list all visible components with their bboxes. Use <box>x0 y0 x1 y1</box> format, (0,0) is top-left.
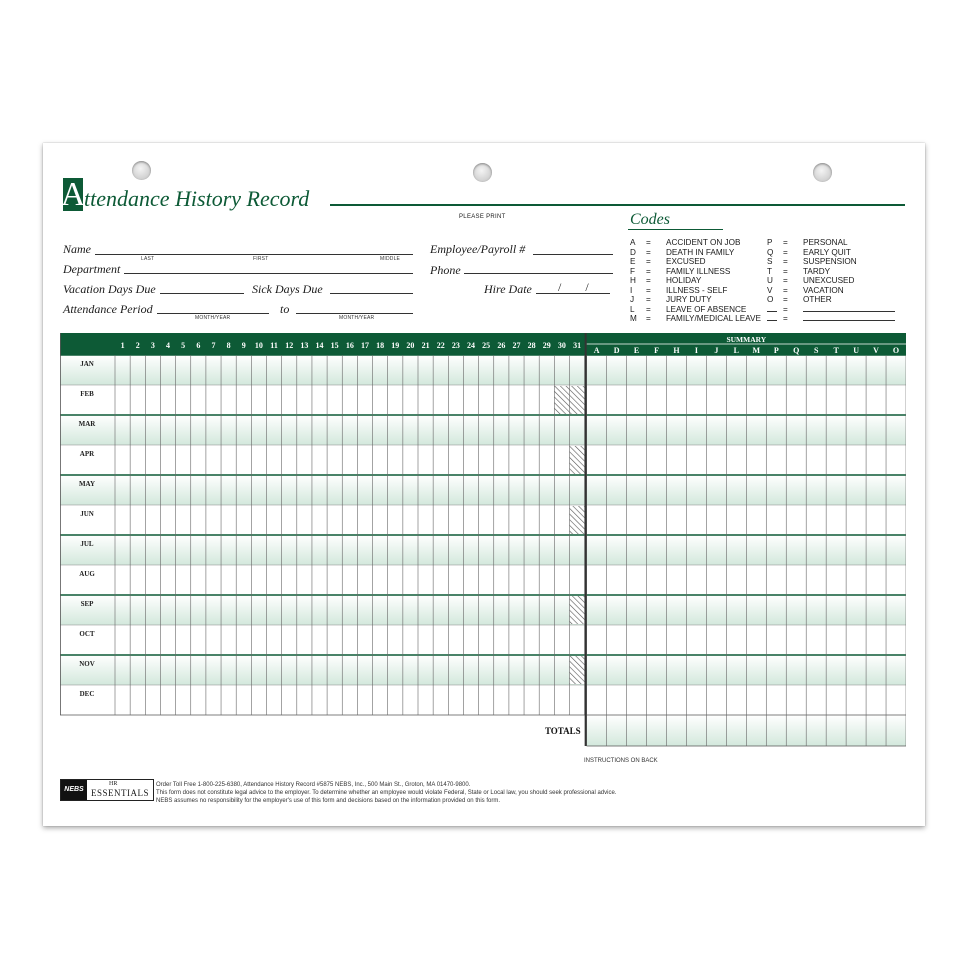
day-header-8: 8 <box>226 341 231 350</box>
code-label: PERSONAL <box>803 238 848 247</box>
code-letter: Q <box>767 247 774 257</box>
day-header-1: 1 <box>120 341 125 350</box>
codes-title: Codes <box>630 211 670 228</box>
code-equals: = <box>783 304 788 314</box>
day-header-4: 4 <box>166 341 171 350</box>
code-label: DEATH IN FAMILY <box>666 247 735 257</box>
code-letter: A <box>630 238 636 247</box>
code-letter: D <box>630 247 636 257</box>
day-header-6: 6 <box>196 341 201 350</box>
period-to-label: to <box>280 302 290 316</box>
summary-header-title: SUMMARY <box>726 335 767 344</box>
unavailable-day-feb-31 <box>570 386 585 414</box>
summary-header-l: L <box>733 346 740 355</box>
day-header-22: 22 <box>436 341 445 350</box>
phone-label: Phone <box>430 263 461 277</box>
day-header-5: 5 <box>181 341 186 350</box>
day-header-25: 25 <box>482 341 491 350</box>
code-letter: U <box>767 276 773 285</box>
day-header-13: 13 <box>300 341 309 350</box>
month-band-jul <box>60 535 906 565</box>
summary-header-q: Q <box>793 346 800 355</box>
day-header-14: 14 <box>315 341 324 350</box>
code-equals: = <box>783 276 788 285</box>
code-letter: E <box>630 257 636 266</box>
summary-header-p: P <box>773 346 779 355</box>
code-letter: P <box>767 238 773 247</box>
punch-hole-middle <box>473 163 492 182</box>
summary-header-i: I <box>694 346 698 355</box>
month-label-oct: OCT <box>79 630 95 638</box>
title-rule <box>330 204 905 206</box>
title-initial: A <box>60 176 86 213</box>
code-letter <box>767 320 777 321</box>
code-label <box>803 320 895 321</box>
day-header-20: 20 <box>406 341 415 350</box>
code-equals: = <box>646 304 651 314</box>
day-header-31: 31 <box>573 341 582 350</box>
period-end-sub: MONTH/YEAR <box>339 315 375 321</box>
day-header-15: 15 <box>330 341 339 350</box>
summary-header-f: F <box>654 346 659 355</box>
code-letter: S <box>767 257 773 266</box>
day-header-10: 10 <box>254 341 263 350</box>
summary-header-m: M <box>752 346 761 355</box>
day-header-9: 9 <box>241 341 246 350</box>
code-label: OTHER <box>803 295 832 304</box>
month-band-may <box>60 475 906 505</box>
day-header-17: 17 <box>360 341 369 350</box>
day-header-27: 27 <box>512 341 521 350</box>
code-equals: = <box>783 285 788 295</box>
footer-line-3: NEBS assumes no responsibility for the employer's use of this form and decisions based on the information provided on this form. <box>156 798 500 804</box>
period-label: Attendance Period <box>63 302 153 316</box>
unavailable-day-apr-31 <box>570 446 585 474</box>
month-label-jan: JAN <box>80 360 94 368</box>
attendance-grid <box>60 333 906 748</box>
name-sub-middle: MIDDLE <box>380 256 401 262</box>
day-header-30: 30 <box>557 341 566 350</box>
code-label: TARDY <box>803 266 831 276</box>
name-sub-last: LAST <box>141 256 155 262</box>
summary-header-j: J <box>714 346 719 355</box>
code-equals: = <box>646 238 651 247</box>
day-header-24: 24 <box>467 341 476 350</box>
code-letter: F <box>630 266 636 276</box>
sick-label: Sick Days Due <box>252 282 323 296</box>
code-label: VACATION <box>803 285 844 295</box>
code-label: FAMILY ILLNESS <box>666 266 731 276</box>
code-equals: = <box>646 266 651 276</box>
code-letter <box>767 311 777 312</box>
punch-hole-right <box>813 163 832 182</box>
nebs-logo <box>60 779 154 801</box>
code-equals: = <box>646 295 651 304</box>
code-label <box>803 311 895 312</box>
day-header-7: 7 <box>211 341 216 350</box>
code-label: EARLY QUIT <box>803 247 851 257</box>
code-letter: L <box>630 304 635 314</box>
please-print-note: PLEASE PRINT <box>459 214 506 220</box>
summary-header-e: E <box>633 346 640 355</box>
day-header-19: 19 <box>391 341 400 350</box>
logo-essentials-text: ESSENTIALS <box>91 788 150 798</box>
unavailable-day-feb-30 <box>554 386 569 414</box>
code-equals: = <box>646 257 651 266</box>
day-header-26: 26 <box>497 341 506 350</box>
month-label-feb: FEB <box>80 390 94 398</box>
period-end-field[interactable] <box>296 313 413 314</box>
code-equals: = <box>646 314 651 323</box>
month-band-sep <box>60 595 906 625</box>
period-start-sub: MONTH/YEAR <box>195 315 231 321</box>
codes-title-rule <box>628 229 723 230</box>
department-label: Department <box>63 262 121 276</box>
day-header-12: 12 <box>285 341 294 350</box>
month-label-dec: DEC <box>79 690 95 698</box>
name-sub-first: FIRST <box>253 256 269 262</box>
month-label-mar: MAR <box>78 420 96 428</box>
month-band-nov <box>60 655 906 685</box>
phone-field[interactable] <box>464 273 613 274</box>
code-letter: H <box>630 276 636 285</box>
hire-date-separators: / / <box>558 280 589 294</box>
summary-header-a: A <box>593 346 600 355</box>
code-equals: = <box>783 266 788 276</box>
code-label: EXCUSED <box>666 257 706 266</box>
code-label: ILLNESS - SELF <box>666 285 728 295</box>
code-label: FAMILY/MEDICAL LEAVE <box>666 314 761 323</box>
day-header-28: 28 <box>527 341 536 350</box>
summary-header-h: H <box>673 346 680 355</box>
code-equals: = <box>783 257 788 266</box>
vacation-label: Vacation Days Due <box>63 282 156 296</box>
summary-header-d: D <box>613 346 620 355</box>
day-header-11: 11 <box>270 341 278 350</box>
month-label-aug: AUG <box>79 570 95 578</box>
code-equals: = <box>646 285 651 295</box>
day-header-16: 16 <box>345 341 354 350</box>
code-label: SUSPENSION <box>803 257 857 266</box>
code-equals: = <box>646 276 651 285</box>
code-equals: = <box>783 238 788 247</box>
code-label: ACCIDENT ON JOB <box>666 238 741 247</box>
summary-header-s: S <box>813 346 819 355</box>
footer-line-2: This form does not constitute legal advice to the employer. To determine whether an employee would violate Federal, State or Local law, you should seek professional advice. <box>156 790 617 796</box>
code-letter: O <box>767 295 774 304</box>
name-label: Name <box>63 242 91 256</box>
period-start-field[interactable] <box>157 313 269 314</box>
logo-hr-text: HR <box>109 781 118 787</box>
employee-label: Employee/Payroll # <box>430 242 526 256</box>
code-letter: J <box>630 295 635 304</box>
form-title <box>60 173 310 213</box>
month-label-jun: JUN <box>80 510 94 518</box>
month-label-nov: NOV <box>79 660 95 668</box>
code-equals: = <box>783 314 788 323</box>
vacation-field[interactable] <box>160 293 244 294</box>
unavailable-day-sep-31 <box>570 596 585 624</box>
code-letter: M <box>630 314 637 323</box>
employee-field[interactable] <box>533 254 613 255</box>
totals-label: TOTALS <box>544 726 581 736</box>
attendance-form-sheet <box>43 143 925 826</box>
logo-nebs-text: NEBS <box>61 780 87 800</box>
summary-header-u: U <box>853 346 859 355</box>
code-label: LEAVE OF ABSENCE <box>666 304 747 314</box>
title-text: ttendance History Record <box>84 186 310 211</box>
code-equals: = <box>783 295 788 304</box>
summary-header-o: O <box>892 346 900 355</box>
month-label-apr: APR <box>79 450 95 458</box>
month-band-mar <box>60 415 906 445</box>
unavailable-day-nov-31 <box>570 656 585 684</box>
summary-header-t: T <box>833 346 839 355</box>
day-header-29: 29 <box>542 341 551 350</box>
code-equals: = <box>783 247 788 257</box>
code-equals: = <box>646 247 651 257</box>
footer-line-1: Order Toll Free 1-800-225-6380, Attendance History Record #5875 NEBS, Inc., 500 Main St., Groton, MA 01470-9800. <box>156 782 471 788</box>
summary-header-v: V <box>873 346 879 355</box>
month-label-may: MAY <box>78 480 96 488</box>
month-band-jan <box>60 355 906 385</box>
day-header-3: 3 <box>150 341 155 350</box>
hire-date-label: Hire Date <box>484 282 532 296</box>
code-label: UNEXCUSED <box>803 276 855 285</box>
day-header-23: 23 <box>451 341 460 350</box>
sick-field[interactable] <box>330 293 413 294</box>
day-header-21: 21 <box>421 341 430 350</box>
code-letter: I <box>630 285 633 295</box>
day-header-18: 18 <box>376 341 385 350</box>
department-field[interactable] <box>124 273 413 274</box>
month-label-jul: JUL <box>80 540 94 548</box>
code-letter: T <box>767 266 773 276</box>
instructions-note: INSTRUCTIONS ON BACK <box>584 758 658 764</box>
name-field[interactable] <box>95 254 413 255</box>
month-label-sep: SEP <box>80 600 94 608</box>
unavailable-day-jun-31 <box>570 506 585 534</box>
code-label: HOLIDAY <box>666 276 702 285</box>
day-header-2: 2 <box>135 341 140 350</box>
code-letter: V <box>767 285 773 295</box>
code-label: JURY DUTY <box>666 295 712 304</box>
